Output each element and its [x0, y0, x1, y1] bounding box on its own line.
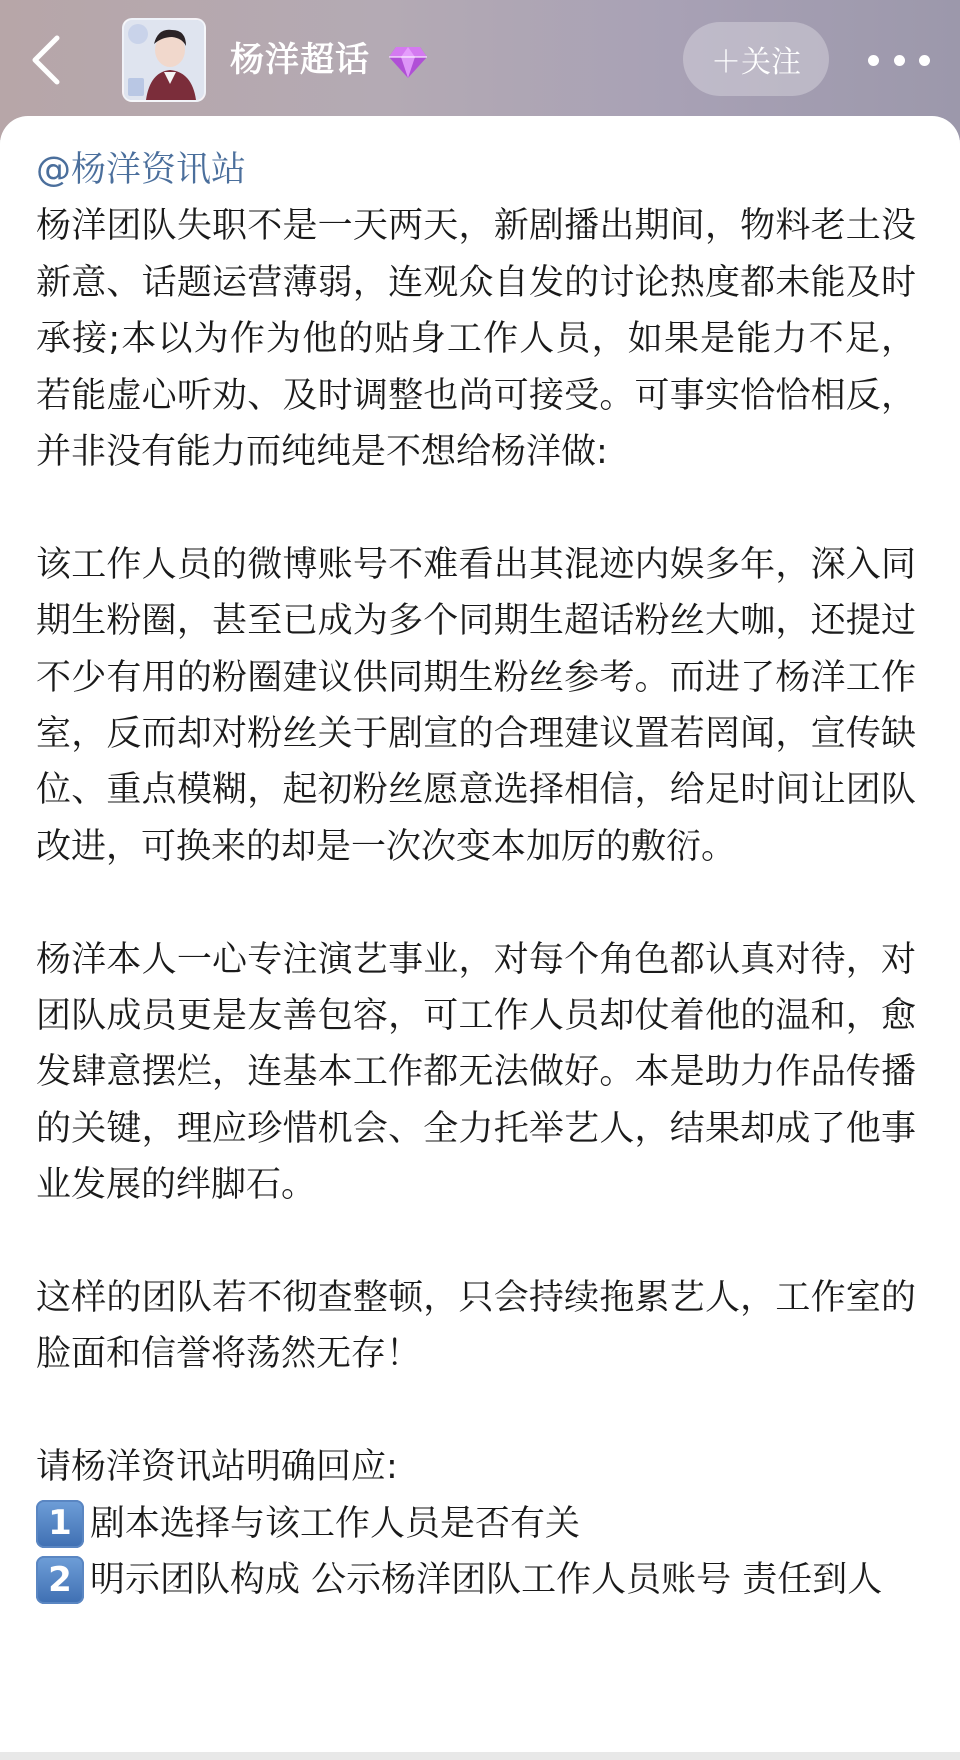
list-item — [36, 1552, 916, 1608]
back-button[interactable] — [22, 28, 70, 92]
more-button[interactable] — [868, 34, 930, 86]
list-item-text: 剧本选择与该工作人员是否有关 — [90, 1503, 581, 1544]
page-title: 杨洋超话 — [230, 40, 370, 80]
post-card — [0, 116, 960, 1752]
more-dots-icon — [894, 55, 905, 66]
more-dots-icon — [868, 55, 879, 66]
number-badge-icon: 2 — [36, 1556, 84, 1604]
chevron-left-icon — [29, 34, 63, 86]
avatar[interactable] — [122, 18, 206, 102]
avatar-image — [124, 20, 204, 100]
post-paragraph: 杨洋团队失职不是一天两天，新剧播出期间，物料老土没新意、话题运营薄弱，连观众自发的讨论热度都未能及时承接;本以为作为他的贴身工作人员，如果是能力不足，若能虚心听劝、及时调整也尚可接受。可事实恰恰相反，并非没有能力而纯纯是不想给杨洋做: — [36, 206, 916, 473]
post-paragraph: 这样的团队若不彻查整顿，只会持续拖累艺人，工作室的脸面和信誉将荡然无存！ — [36, 1278, 916, 1375]
list-item — [36, 1496, 916, 1552]
post-paragraph: 该工作人员的微博账号不难看出其混迹内娱多年，深入同期生粉圈，甚至已成为多个同期生超话粉丝大咖，还提过不少有用的粉圈建议供同期生粉丝参考。而进了杨洋工作室，反而却对粉丝关于剧宣的合理建议置若罔闻，宣传缺位、重点模糊，起初粉丝愿意选择相信，给足时间让团队改进，可换来的却是一次次变本加厉的敷衍。 — [36, 544, 916, 867]
post-body — [36, 142, 916, 1608]
more-dots-icon — [919, 55, 930, 66]
number-badge-icon: 1 — [36, 1500, 84, 1548]
mention-link[interactable]: @杨洋资讯站 — [36, 150, 247, 190]
follow-button[interactable]: ＋关注 — [683, 22, 829, 96]
post-paragraph: 杨洋本人一心专注演艺事业，对每个角色都认真对待，对团队成员更是友善包容，可工作人员却仗着他的温和，愈发肆意摆烂，连基本工作都无法做好。本是助力作品传播的关键，理应珍惜机会、全力托举艺人，结果却成了他事业发展的绊脚石。 — [36, 939, 916, 1206]
post-paragraph: 请杨洋资讯站明确回应: — [36, 1447, 398, 1488]
bottom-divider — [0, 1752, 960, 1760]
list-item-text: 明示团队构成 公示杨洋团队工作人员账号 责任到人 — [90, 1560, 883, 1601]
diamond-gem-icon — [388, 44, 428, 80]
